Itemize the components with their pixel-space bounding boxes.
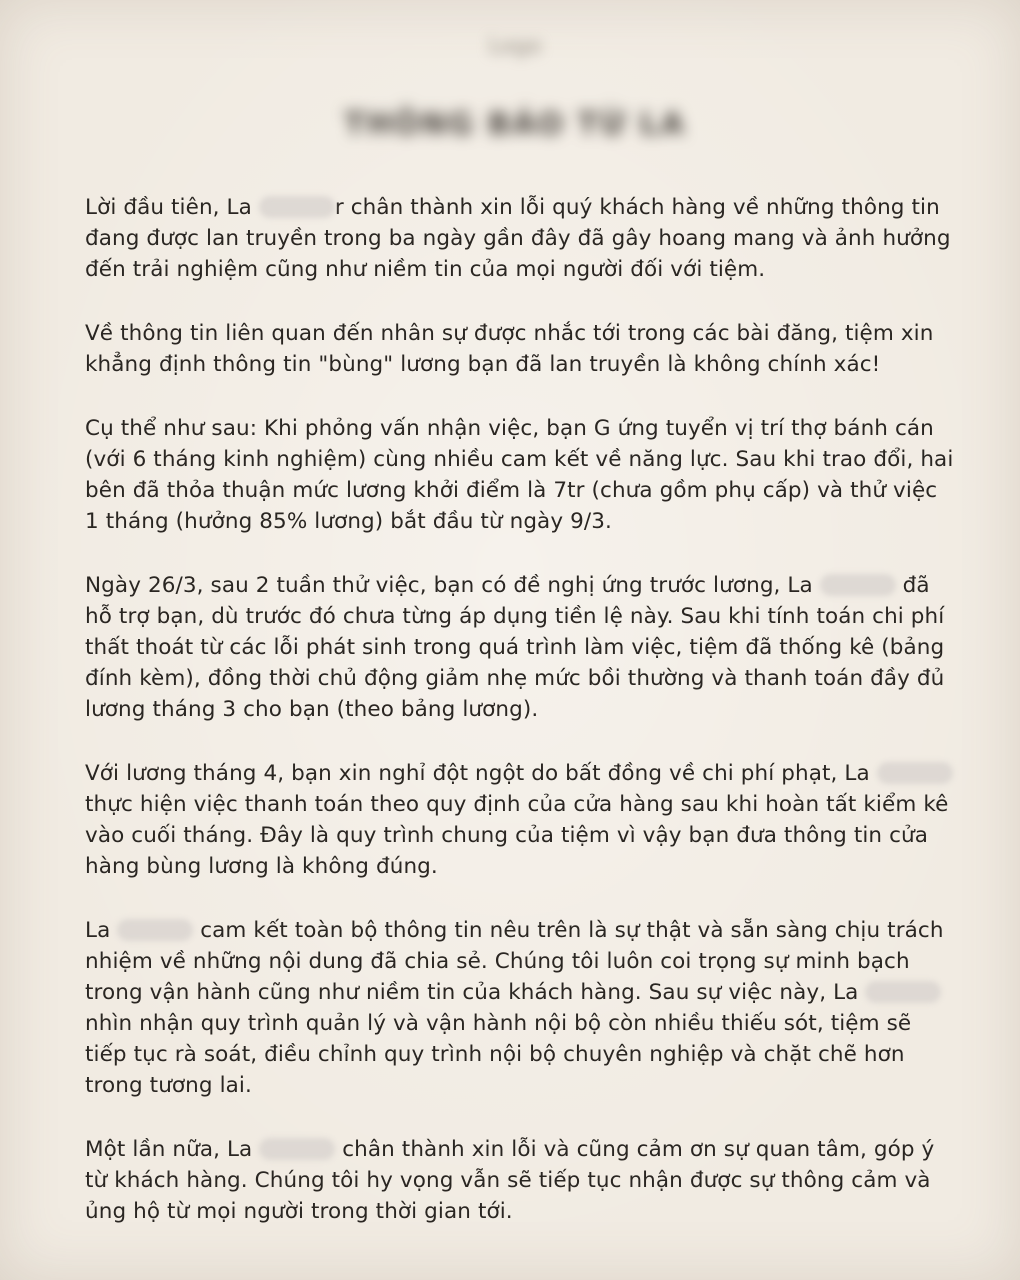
redacted-name bbox=[259, 1138, 335, 1160]
paragraph-text: chân thành xin lỗi và cũng cảm ơn sự quan tâm, góp ý từ khách hàng. Chúng tôi hy vọng vẫn sẽ tiếp tục nhận được sự thông cảm và ủng hộ từ mọi người trong thời gian tới. bbox=[85, 1137, 935, 1224]
redacted-name bbox=[117, 919, 193, 941]
paragraph-text: Một lần nữa, La bbox=[85, 1137, 253, 1162]
announcement-body bbox=[85, 192, 955, 1227]
redacted-name bbox=[820, 574, 896, 596]
paragraph-text: Ngày 26/3, sau 2 tuần thử việc, bạn có đề nghị ứng trước lương, La bbox=[85, 573, 813, 598]
paragraph-advance-salary bbox=[85, 570, 955, 725]
paragraph-text: nhìn nhận quy trình quản lý và vận hành nội bộ còn nhiều thiếu sót, tiệm sẽ tiếp tục rà soát, điều chỉnh quy trình nội bộ chuyên nghiệp và chặt chẽ hơn trong tương lai. bbox=[85, 1011, 912, 1098]
paragraph-details: Cụ thể như sau: Khi phỏng vấn nhận việc, bạn G ứng tuyển vị trí thợ bánh cán (với 6 tháng kinh nghiệm) cùng nhiều cam kết về năng lực. Sau khi trao đổi, hai bên đã thỏa thuận mức lương khởi điểm là 7tr (chưa gồm phụ cấp) và thử việc 1 tháng (hưởng 85% lương) bắt đầu từ ngày 9/3. bbox=[85, 416, 954, 534]
paragraph-apology bbox=[85, 192, 955, 285]
paragraph-april-salary bbox=[85, 758, 955, 882]
paragraph-text: La bbox=[85, 918, 111, 943]
paragraph-commitment bbox=[85, 915, 955, 1101]
paragraph-text: Với lương tháng 4, bạn xin nghỉ đột ngột do bất đồng về chi phí phạt, La bbox=[85, 761, 870, 786]
redacted-name bbox=[877, 762, 953, 784]
blurred-title: THÔNG BÁO TỪ LA bbox=[344, 107, 686, 142]
paragraph-text: thực hiện việc thanh toán theo quy định của cửa hàng sau khi hoàn tất kiểm kê vào cuối tháng. Đây là quy trình chung của tiệm vì vậy bạn đưa thông tin cửa hàng bùng lương là không đúng. bbox=[85, 792, 949, 879]
paragraph-text: Lời đầu tiên, La bbox=[85, 195, 252, 220]
redacted-name bbox=[865, 981, 941, 1003]
paragraph-text: r chân thành xin lỗi quý khách hàng về những thông tin đang được lan truyền trong ba ngày gần đây đã gây hoang mang và ảnh hưởng đến trải nghiệm cũng như niềm tin của mọi người đối với tiệm. bbox=[85, 195, 951, 282]
blurred-logo: Logo bbox=[488, 34, 542, 59]
paragraph-closing bbox=[85, 1134, 955, 1227]
redacted-name bbox=[259, 196, 335, 218]
paragraph-text: đã hỗ trợ bạn, dù trước đó chưa từng áp dụng tiền lệ này. Sau khi tính toán chi phí thất thoát từ các lỗi phát sinh trong quá trình làm việc, tiệm đã thống kê (bảng đính kèm), đồng thời chủ động giảm nhẹ mức bồi thường và thanh toán đầy đủ lương tháng 3 cho bạn (theo bảng lương). bbox=[85, 573, 945, 722]
paragraph-denial: Về thông tin liên quan đến nhân sự được nhắc tới trong các bài đăng, tiệm xin khẳng định thông tin "bùng" lương bạn đã lan truyền là không chính xác! bbox=[85, 321, 934, 377]
paragraph-text: cam kết toàn bộ thông tin nêu trên là sự thật và sẵn sàng chịu trách nhiệm về những nội dung đã chia sẻ. Chúng tôi luôn coi trọng sự minh bạch trong vận hành cũng như niềm tin của khách hàng. Sau sự việc này, La bbox=[85, 918, 944, 1005]
